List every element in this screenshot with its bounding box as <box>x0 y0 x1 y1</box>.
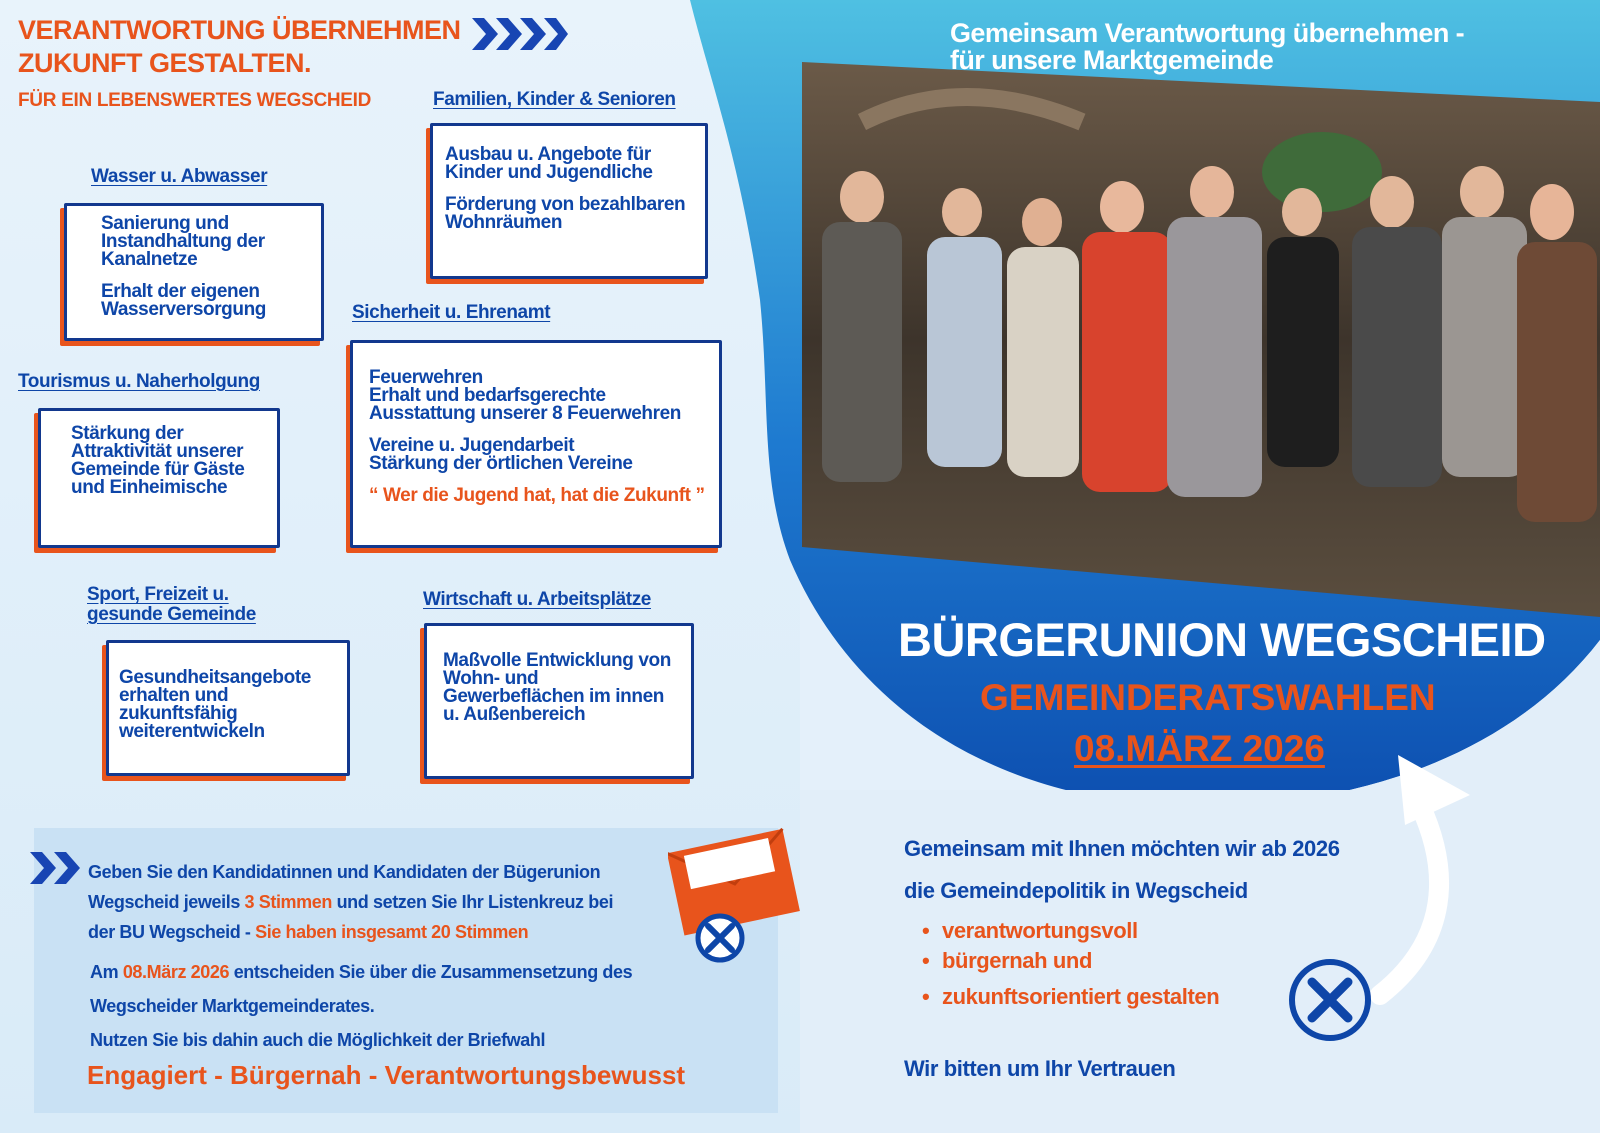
vote-line: Wegscheid jeweils 3 Stimmen und setzen Sie Ihr Listenkreuz bei <box>88 892 614 912</box>
topic-title-sport: Sport, Freizeit u. gesunde Gemeinde <box>87 584 256 625</box>
list-item: • bürgernah und <box>922 948 1219 978</box>
topic-item: Ausbau u. Angebote für Kinder und Jugendliche <box>445 144 653 183</box>
topic-item: Erhalt der eigenen Wasserversorgung <box>101 281 267 320</box>
topic-title-tourismus: Tourismus u. Naherholgung <box>18 371 260 392</box>
topic-title-sicherheit: Sicherheit u. Ehrenamt <box>352 302 551 323</box>
topic-item: Gesundheitsangebote erhalten und zukunftsfähig weiterentwickeln <box>119 667 311 742</box>
quote-text: “ Wer die Jugend hat, hat die Zukunft ” <box>369 485 705 506</box>
right-title: Gemeinsam Verantwortung übernehmen - für unsere Marktgemeinde <box>950 18 1465 75</box>
subheadline: FÜR EIN LEBENSWERTES WEGSCHEID <box>18 90 372 111</box>
topic-box-tourismus <box>38 408 280 548</box>
topic-title-wirtschaft: Wirtschaft u. Arbeitsplätze <box>423 589 651 610</box>
vote-line: Am 08.März 2026 entscheiden Sie über die Zusammensetzung des <box>90 962 633 982</box>
closing-text: Wir bitten um Ihr Vertrauen <box>904 1056 1176 1081</box>
topic-item: Vereine u. Jugendarbeit <box>369 435 575 456</box>
team-photo <box>802 62 1600 617</box>
vote-line: Nutzen Sie bis dahin auch die Möglichkeit der Briefwahl <box>90 1030 546 1050</box>
slogan: Engagiert - Bürgernah - Verantwortungsbewusst <box>87 1060 686 1090</box>
topic-item: Förderung von bezahlbaren Wohnräumen <box>445 194 686 233</box>
topic-item: Maßvolle Entwicklung von Wohn- und Gewerbeflächen im innen u. Außenbereich <box>443 650 671 725</box>
topic-title-familien: Familien, Kinder & Senioren <box>433 89 676 110</box>
topic-box-sicherheit <box>350 340 722 548</box>
election-date: 08.MÄRZ 2026 <box>1074 728 1325 769</box>
topic-item: Ausstattung unserer 8 Feuerwehren <box>369 403 681 424</box>
vote-line: Geben Sie den Kandidatinnen und Kandidaten der Bügerunion <box>88 862 601 882</box>
topic-box-wirtschaft <box>424 623 694 779</box>
goals-list <box>922 918 1219 1014</box>
list-item: • zukunftsorientiert gestalten <box>922 984 1219 1014</box>
list-item: • verantwortungsvoll <box>922 918 1219 948</box>
topic-box-sport <box>106 640 350 776</box>
intro-line: Gemeinsam mit Ihnen möchten wir ab 2026 <box>904 836 1340 861</box>
topic-item: Stärkung der Attraktivität unserer Gemeinde für Gäste und Einheimische <box>71 423 245 498</box>
double-chevron-icon <box>28 848 84 888</box>
double-chevron-icon <box>470 14 570 54</box>
election-title: GEMEINDERATSWAHLEN <box>980 677 1436 718</box>
topic-item: Sanierung und Instandhaltung der Kanalnetze <box>101 213 265 270</box>
intro-line: die Gemeindepolitik in Wegscheid <box>904 878 1248 903</box>
vote-line: Wegscheider Marktgemeinderates. <box>90 996 375 1016</box>
topic-item: Feuerwehren <box>369 367 483 388</box>
topic-item: Stärkung der örtlichen Vereine <box>369 453 633 474</box>
vote-line: der BU Wegscheid - Sie haben insgesamt 20 Stimmen <box>88 922 529 942</box>
main-headline: VERANTWORTUNG ÜBERNEHMEN ZUKUNFT GESTALTEN. <box>18 15 461 78</box>
curved-arrow-icon <box>1280 750 1510 1080</box>
topic-box-familien <box>430 123 708 279</box>
topic-title-wasser: Wasser u. Abwasser <box>91 166 268 187</box>
party-name: BÜRGERUNION WEGSCHEID <box>898 613 1546 666</box>
ballot-envelope-icon <box>668 820 800 970</box>
topic-box-wasser <box>64 203 324 341</box>
topic-item: Erhalt und bedarfsgerechte <box>369 385 606 406</box>
